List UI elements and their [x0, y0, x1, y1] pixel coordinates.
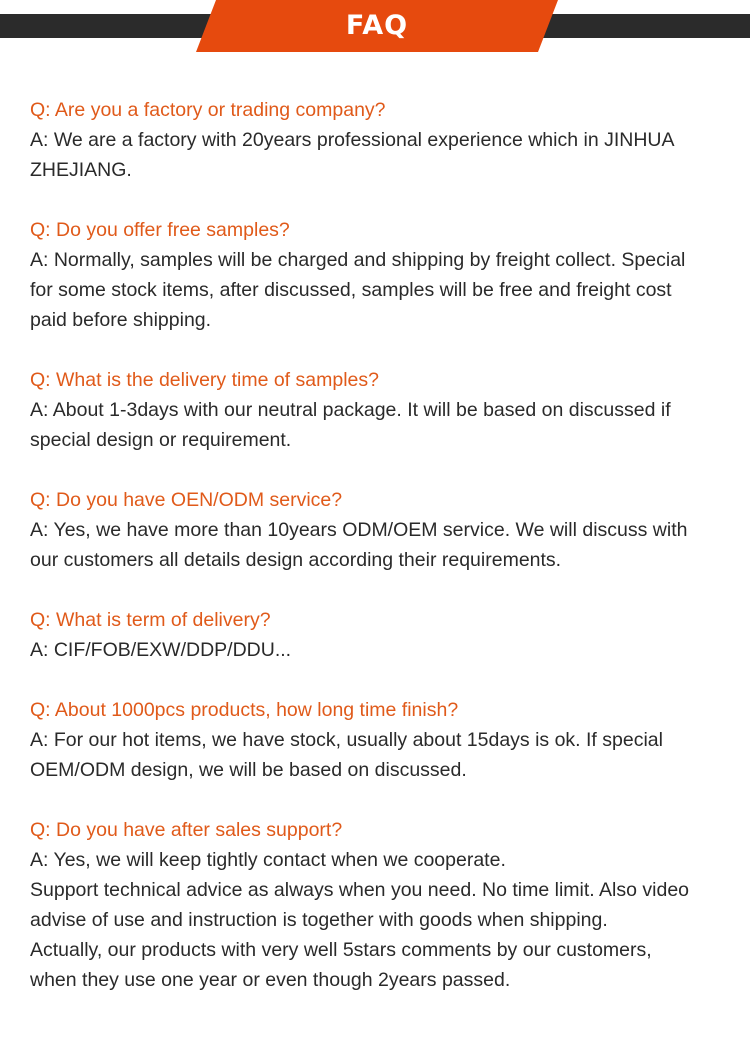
faq-question: Q: Do you have OEN/ODM service? [30, 489, 343, 511]
faq-answer-line: special design or requirement. [30, 429, 292, 451]
faq-answer-line: A: CIF/FOB/EXW/DDP/DDU... [30, 639, 292, 661]
faq-answer-line: for some stock items, after discussed, samples will be free and freight cost [30, 279, 672, 301]
faq-answer-line: A: Yes, we have more than 10years ODM/OEM service. We will discuss with [30, 519, 688, 541]
faq-answer-line: our customers all details design according their requirements. [30, 549, 562, 571]
faq-question: Q: Are you a factory or trading company? [30, 99, 386, 121]
faq-question: Q: What is term of delivery? [30, 609, 271, 631]
faq-question: Q: About 1000pcs products, how long time finish? [30, 699, 459, 721]
faq-answer-line: A: Normally, samples will be charged and shipping by freight collect. Special [30, 249, 686, 271]
page-title: FAQ [345, 10, 409, 41]
faq-question: Q: Do you offer free samples? [30, 219, 290, 241]
faq-answer-line: ZHEJIANG. [30, 159, 132, 181]
faq-answer-line: OEM/ODM design, we will be based on discussed. [30, 759, 467, 781]
faq-item [30, 485, 730, 575]
faq-answer-line: paid before shipping. [30, 309, 212, 331]
faq-item [30, 695, 730, 785]
faq-answer-line: A: About 1-3days with our neutral package. It will be based on discussed if [30, 399, 671, 421]
faq-item [30, 215, 730, 335]
faq-answer-line: when they use one year or even though 2years passed. [30, 969, 511, 991]
faq-header [0, 0, 750, 52]
faq-item [30, 95, 730, 185]
faq-list [30, 95, 730, 1025]
faq-answer-line: Actually, our products with very well 5stars comments by our customers, [30, 939, 652, 961]
faq-question: Q: Do you have after sales support? [30, 819, 343, 841]
faq-answer-line: advise of use and instruction is together with goods when shipping. [30, 909, 608, 931]
faq-answer-line: Support technical advice as always when you need. No time limit. Also video [30, 879, 690, 901]
faq-item [30, 815, 730, 995]
faq-item [30, 365, 730, 455]
faq-question: Q: What is the delivery time of samples? [30, 369, 379, 391]
faq-answer-line: A: We are a factory with 20years professional experience which in JINHUA [30, 129, 675, 151]
faq-answer-line: A: Yes, we will keep tightly contact when we cooperate. [30, 849, 506, 871]
faq-answer-line: A: For our hot items, we have stock, usually about 15days is ok. If special [30, 729, 663, 751]
faq-item [30, 605, 730, 665]
